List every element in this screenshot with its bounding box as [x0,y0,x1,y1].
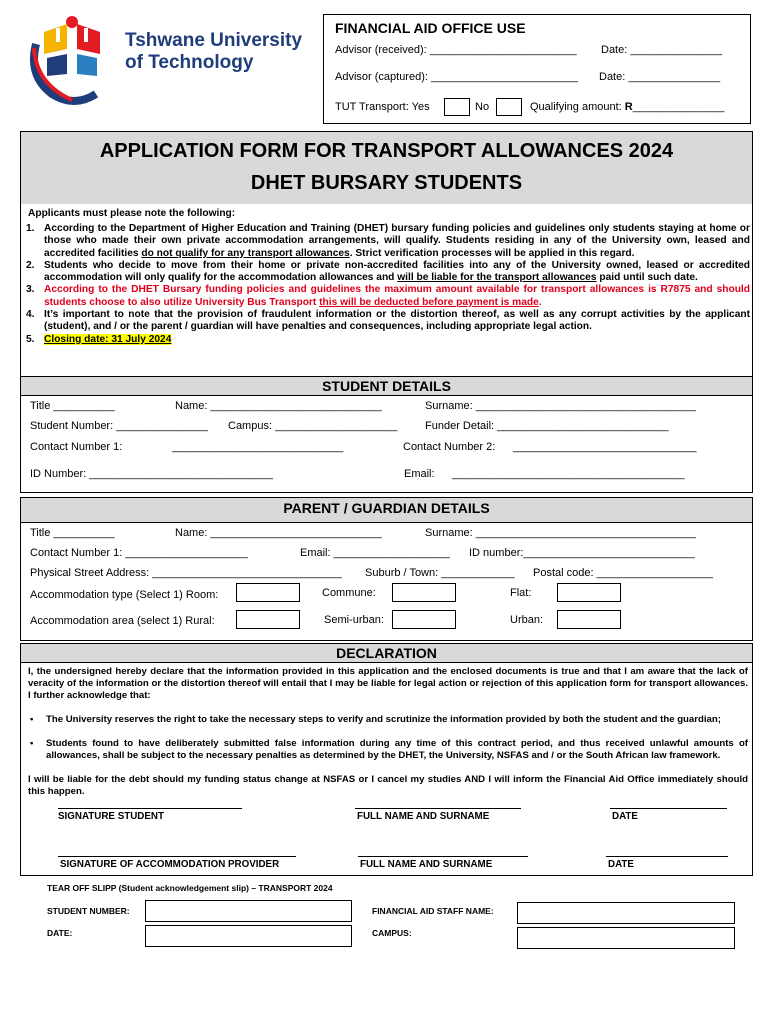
slip-date-box[interactable] [145,925,352,947]
slip-student-number-label: STUDENT NUMBER: [47,906,130,916]
commune-label: Commune: [322,587,376,599]
student-number-field[interactable]: Student Number: _______________ [30,420,208,432]
signature-student-label: SIGNATURE STUDENT [58,811,164,822]
contact-number-1-field[interactable]: ____________________________ [172,441,344,453]
note-3-text: According to the DHET Bursary funding policies and guidelines the maximum amount available for transport allowances is R7875 and should students choose to also utilize University Bus Transport [44,284,750,308]
note-4-text: It’s important to note that the provision of fraudulent information or the distortion thereof, as well as any corrupt activities by the applicant (student), and / or the parent / guardian will have penalties and consequences, including appropriate legal action. [44,309,750,333]
note-2-text: Students who decide to move from their home or private non-accredited facilities into any of the University owned, leased or accredited accommodation will only qualify for the accommodation allowances and [44,259,750,284]
note-2 [26,260,750,285]
note-1-tail: . Strict verification processes will be applied in this regard. [349,247,635,259]
parent-name-field[interactable]: Name: ____________________________ [175,527,382,539]
full-name-line-1[interactable] [355,808,521,809]
declaration-heading: DECLARATION [20,643,753,663]
date-received-field[interactable]: Date: _______________ [601,44,723,56]
date-captured-field[interactable]: Date: _______________ [599,71,721,83]
qualifying-amount-currency: R [624,101,633,113]
closing-date: Closing date: 31 July 2024 [44,333,172,345]
note-5 [26,334,750,346]
parent-id-field[interactable]: ID number:____________________________ [469,547,695,559]
accommodation-type-label: Accommodation type (Select 1) Room: [30,589,219,601]
campus-field[interactable]: Campus: ____________________ [228,420,398,432]
note-1-underlined: do not qualify for any transport allowances [141,247,350,259]
funder-detail-field[interactable]: Funder Detail: ____________________________ [425,420,669,432]
notes-list [26,223,750,346]
date-line-1[interactable] [610,808,727,809]
contact-number-2-field[interactable]: ______________________________ [513,441,697,453]
slip-date-label: DATE: [47,928,73,938]
student-name-field[interactable]: Name: ____________________________ [175,400,382,412]
signature-student-line[interactable] [58,808,242,809]
declaration-bullet-2: Students found to have deliberately submitted false information during any time of this contract period, and thus received unlawful amounts of allowances, shall be subject to the necessary penalties as determined by the DHET, the University, NSFAS and / or the South African law framework. [46,738,748,761]
contact-number-1-label: Contact Number 1: [30,441,123,453]
note-2-tail: paid until such date. [596,272,698,284]
parent-details-heading: PARENT / GUARDIAN DETAILS [20,497,753,523]
note-5-number: 5. [26,333,35,345]
room-select-box[interactable] [236,583,300,602]
logo-line-1: Tshwane University [125,30,303,51]
student-details-heading: STUDENT DETAILS [20,376,753,396]
student-email-field[interactable]: ______________________________________ [452,468,685,480]
note-1-text: According to the Department of Higher Education and Training (DHET) bursary funding policies and guidelines only students staying at home or those who made their own private accommodation arrangements, will qualify. Students residing in any of the University own, leased and accredited facilities [44,223,750,259]
note-4 [26,309,750,334]
bullet-1-marker: • [30,714,34,725]
advisor-captured-field[interactable]: Advisor (captured): ________________________ [335,71,578,83]
date-label-1: DATE [612,811,638,822]
student-surname-field[interactable]: Surname: ____________________________________ [425,400,696,412]
note-3-underlined: this will be deducted before payment is made [319,296,539,308]
semi-urban-select-box[interactable] [392,610,456,629]
declaration-intro: I, the undersigned hereby declare that the information provided in this application and the enclosed documents is true and that I am aware that the lack of veracity of the information or the distortion thereof will entail that I may be liable for legal action or rejection of this application form for transport allowances. I further acknowledge that: [28,666,748,701]
tut-emblem-icon [22,14,122,109]
form-title: APPLICATION FORM FOR TRANSPORT ALLOWANCES 2024 [99,140,674,162]
flat-label: Flat: [510,587,532,599]
note-1 [26,223,750,260]
slip-campus-label: CAMPUS: [372,928,412,938]
signature-provider-label: SIGNATURE OF ACCOMMODATION PROVIDER [60,859,280,870]
note-1-number: 1. [26,223,35,234]
date-line-2[interactable] [606,856,728,857]
accommodation-area-label: Accommodation area (select 1) Rural: [30,615,215,627]
rural-select-box[interactable] [236,610,300,629]
bullet-2-marker: • [30,738,34,749]
declaration-bullet-1: The University reserves the right to take the necessary steps to verify and scrutinize the information provided by both the student and the guardian; [46,714,721,725]
id-number-field[interactable]: ID Number: ______________________________ [30,468,273,480]
slip-staff-name-label: FINANCIAL AID STAFF NAME: [372,906,494,916]
full-name-line-2[interactable] [358,856,528,857]
transport-yes-box[interactable] [444,98,470,116]
parent-contact-field[interactable]: Contact Number 1: ____________________ [30,547,248,559]
full-name-label-2: FULL NAME AND SURNAME [360,859,493,870]
logo-line-2: of Technology [125,52,254,73]
form-subtitle: DHET BURSARY STUDENTS [250,172,523,194]
slip-student-number-box[interactable] [145,900,352,922]
tut-transport-label: TUT Transport: Yes [335,101,430,113]
transport-no-label: No [475,101,490,113]
flat-select-box[interactable] [557,583,621,602]
full-name-label-1: FULL NAME AND SURNAME [357,811,490,822]
student-email-label: Email: [404,468,435,480]
qualifying-amount-field[interactable] [530,101,725,113]
contact-number-2-label: Contact Number 2: [403,441,496,453]
advisor-received-field[interactable]: Advisor (received): ________________________ [335,44,577,56]
declaration-closing: I will be liable for the debt should my funding status change at NSFAS or I cancel my studies AND I will inform the Financial Aid Office immediately should this happen. [28,774,748,797]
urban-label: Urban: [510,614,544,626]
note-3-body [44,284,750,309]
qualifying-amount-label: Qualifying amount: [530,101,625,113]
parent-email-field[interactable]: Email: ___________________ [300,547,450,559]
qualifying-amount-line: _______________ [632,101,725,113]
office-title: FINANCIAL AID OFFICE USE [335,20,526,36]
commune-select-box[interactable] [392,583,456,602]
transport-no-box[interactable] [496,98,522,116]
note-2-number: 2. [26,259,35,271]
note-2-underlined: will be liable for the transport allowances [397,272,597,284]
signature-provider-line[interactable] [58,856,296,857]
slip-campus-box[interactable] [517,927,735,949]
note-4-number: 4. [26,309,35,321]
logo-text [125,30,302,74]
note-3-number: 3. [26,284,35,296]
slip-staff-name-box[interactable] [517,902,735,924]
urban-select-box[interactable] [557,610,621,629]
semi-urban-label: Semi-urban: [324,614,384,626]
note-3 [26,284,750,309]
date-label-2: DATE [608,859,634,870]
tear-off-slip-title: TEAR OFF SLIPP (Student acknowledgement slip) – TRANSPORT 2024 [47,883,333,893]
parent-surname-field[interactable]: Surname: ____________________________________ [425,527,696,539]
note-2-body [44,260,750,285]
notes-heading: Applicants must please note the following: [28,208,236,219]
note-1-body [44,223,750,260]
physical-address-field[interactable]: Physical Street Address: _______________________________ [30,567,342,579]
parent-title-field[interactable]: Title __________ [30,527,115,539]
postal-code-field[interactable]: Postal code: ___________________ [533,567,713,579]
note-3-tail: . [538,296,542,308]
student-title-field[interactable]: Title __________ [30,400,115,412]
suburb-town-field[interactable]: Suburb / Town: ____________ [365,567,515,579]
